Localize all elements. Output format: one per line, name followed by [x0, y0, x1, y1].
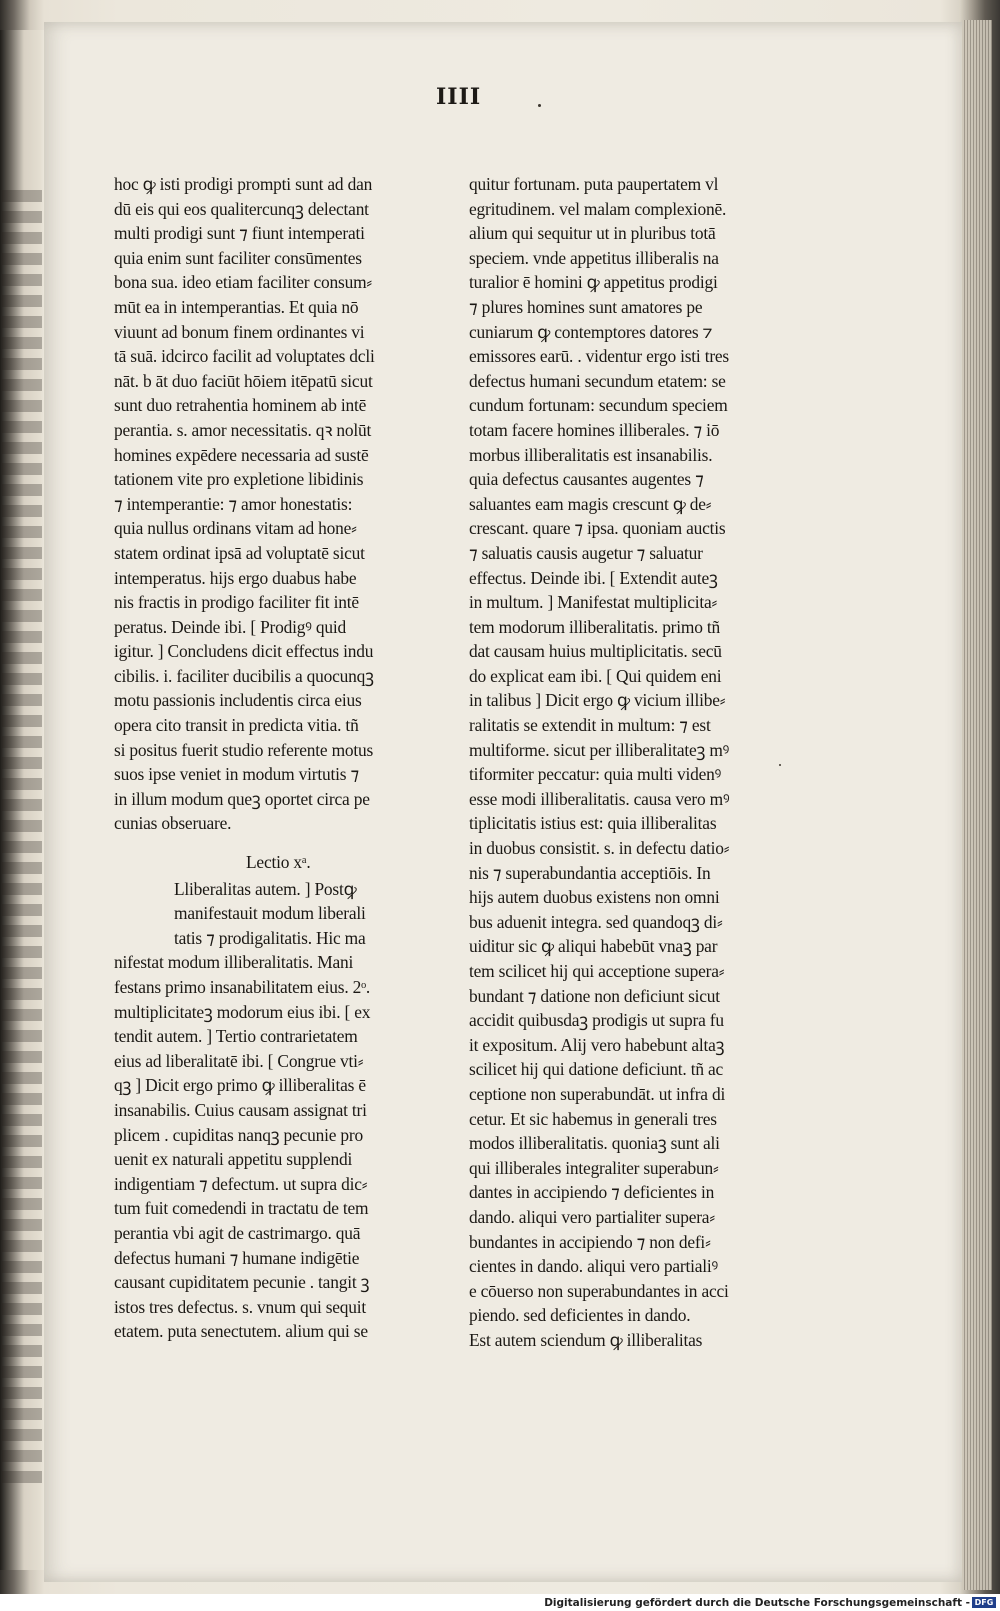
text-line: turalior ē homini ꝙ appetitus prodigi [469, 272, 718, 293]
book-page [44, 22, 962, 1582]
text-line: nis fractis in prodigo faciliter fit intē [114, 592, 359, 613]
text-line: crescant. quare ⁊ ipsa. quoniam auctis [469, 518, 726, 539]
text-line: tem modorum illiberalitatis. primo tñ [469, 616, 721, 637]
text-line: multiplicitateꝫ modorum eius ibi. [ ex [114, 1001, 371, 1022]
text-line: nifestat modum illiberalitatis. Mani [114, 952, 354, 973]
text-line: nāt. b āt duo faciūt hōiem itēpatū sicut [114, 370, 373, 391]
text-line: peratus. Deinde ibi. [ Prodigꝰ quid [114, 616, 346, 637]
text-line: emissores earū. . videntur ergo isti tres [469, 346, 730, 367]
text-line: modos illiberalitatis. quoniaꝫ sunt ali [469, 1133, 720, 1154]
text-line: intemperatus. hijs ergo duabus habe [114, 567, 357, 588]
text-line: quitur fortunam. puta paupertatem vl [469, 174, 719, 194]
text-line: bona sua. ideo etiam faciliter consum⸗ [114, 272, 372, 293]
text-line: Lectio xᵃ. [246, 852, 311, 873]
text-line: etatem. puta senectutem. alium qui se [114, 1321, 368, 1342]
text-line: speciem. vnde appetitus illiberalis na [469, 247, 719, 268]
text-line: dat causam huius multiplicitatis. secū [469, 641, 722, 662]
text-line: suos ipse veniet in modum virtutis ⁊ [114, 764, 359, 785]
text-line: in duobus consistit. s. in defectu datio⸗ [469, 838, 730, 859]
text-line: perantia vbi agit de castrimargo. quā [114, 1222, 361, 1243]
text-line: morbus illiberalitatis est insanabilis. [469, 444, 713, 465]
text-line: defectus humani secundum etatem: se [469, 370, 726, 391]
text-line: hoc ꝙ isti prodigi prompti sunt ad dan [114, 174, 373, 194]
text-line: bundant ⁊ datione non deficiunt sicut [469, 985, 720, 1006]
text-line: quia enim sunt faciliter consūmentes [114, 247, 362, 268]
text-line: defectus humani ⁊ humane indigētie [114, 1247, 360, 1268]
text-line: dū eis qui eos qualitercunqꝫ delectant [114, 198, 369, 219]
text-line: quia defectus causantes augentes ⁊ [469, 469, 704, 490]
text-line: bus aduenit integra. sed quandoqꝫ di⸗ [469, 911, 723, 932]
text-line: do explicat eam ibi. [ Qui quidem eni [469, 665, 722, 686]
text-line: Est autem sciendum ꝙ illiberalitas [469, 1329, 703, 1350]
text-line: si positus fuerit studio referente motus [114, 739, 374, 760]
text-line: insanabilis. Cuius causam assignat tri [114, 1099, 367, 1120]
text-line: causant cupiditatem pecunie . tangit ꝫ [114, 1272, 370, 1293]
text-line: accidit quibusdaꝫ prodigis ut supra fu [469, 1010, 724, 1031]
text-line: cuniarum ꝙ contemptores datores ⁊ [469, 321, 713, 342]
text-line: tem scilicet hij qui acceptione supera⸗ [469, 961, 725, 981]
text-line: motu passionis includentis circa eius [114, 690, 362, 711]
text-line: cientes in dando. aliqui vero partialiꝰ [469, 1256, 718, 1277]
text-line: saluantes eam magis crescunt ꝙ de⸗ [469, 493, 712, 514]
text-line: viuunt ad bonum finem ordinantes vi [114, 321, 365, 342]
text-line: opera cito transit in predicta vitia. tñ [114, 715, 359, 736]
text-line: tationem vite pro expletione libidinis [114, 469, 364, 490]
text-line: festans primo insanabilitatem eius. 2ᵒ. [114, 977, 371, 997]
text-line: quia nullus ordinans vitam ad hone⸗ [114, 518, 357, 539]
text-line: hijs autem duobus existens non omni [469, 887, 720, 908]
page-stack-edges [962, 20, 992, 1590]
text-line: e cōuerso non superabundantes in acci [469, 1280, 729, 1301]
dfg-logo: DFG [972, 1597, 996, 1608]
text-line: uiditur sic ꝙ aliqui habebūt vnaꝫ par [469, 936, 718, 957]
text-line: tendit autem. ] Tertio contrarietatem [114, 1026, 358, 1047]
text-line: in talibus ] Dicit ergo ꝙ vicium illibe⸗ [469, 690, 726, 711]
text-line: cetur. Et sic habemus in generali tres [469, 1108, 717, 1129]
ink-speck [538, 104, 541, 107]
text-line: qꝫ ] Dicit ergo primo ꝙ illiberalitas ē [114, 1075, 366, 1096]
text-line: bundantes in accipiendo ⁊ non defi⸗ [469, 1231, 711, 1252]
text-line: tiformiter peccatur: quia multi videnꝰ [469, 764, 722, 785]
text-line: egritudinem. vel malam complexionē. [469, 198, 727, 219]
text-line: ceptione non superabundāt. ut infra di [469, 1083, 726, 1104]
text-line: perantia. s. amor necessitatis. qꝛ nolūt [114, 419, 372, 440]
text-line: multi prodigi sunt ⁊ fiunt intemperati [114, 223, 365, 244]
text-line: ⁊ intemperantie: ⁊ amor honestatis: [114, 493, 353, 514]
text-line: totam facere homines illiberales. ⁊ iō [469, 419, 720, 440]
text-line: in multum. ] Manifestat multiplicita⸗ [469, 592, 718, 613]
text-line: alium qui sequitur ut in pluribus totā [469, 223, 716, 244]
text-line: effectus. Deinde ibi. [ Extendit auteꝫ [469, 567, 718, 588]
text-line: cundum fortunam: secundum speciem [469, 395, 728, 416]
text-line: tatis ⁊ prodigalitatis. Hic ma [174, 927, 366, 948]
text-line: mūt ea in intemperantias. Et quia nō [114, 296, 359, 317]
text-line: ⁊ saluatis causis augetur ⁊ saluatur [469, 542, 703, 563]
text-line: esse modi illiberalitatis. causa vero mꝰ [469, 788, 730, 809]
text-line: it expositum. Alij vero habebunt altaꝫ [469, 1034, 725, 1055]
text-line: qui illiberales integraliter superabun⸗ [469, 1157, 719, 1178]
text-line: sunt duo retrahentia hominem ab intē [114, 395, 367, 416]
text-line: multiforme. sicut per illiberalitateꝫ mꝰ [469, 739, 730, 760]
text-line: eius ad liberalitatē ibi. [ Congrue vti⸗ [114, 1050, 364, 1071]
text-line: Lliberalitas autem. ] Postꝙ [174, 878, 357, 899]
left-text-column [114, 172, 434, 1344]
text-line: dando. aliqui vero partialiter supera⸗ [469, 1206, 715, 1227]
text-line: uenit ex naturali appetitu supplendi [114, 1149, 353, 1170]
text-line: scilicet hij qui datione deficiunt. tñ ac [469, 1059, 724, 1080]
text-line: nis ⁊ superabundantia acceptiōis. In [469, 862, 711, 883]
text-line: homines expēdere necessaria ad sustē [114, 444, 369, 465]
text-line: plicem . cupiditas nanqꝫ pecunie pro [114, 1124, 363, 1145]
facing-page-edge [0, 30, 44, 1570]
text-line: manifestauit modum liberali [174, 903, 366, 924]
text-line: ralitatis se extendit in multum: ⁊ est [469, 715, 711, 736]
text-line: istos tres defectus. s. vnum qui sequit [114, 1296, 367, 1317]
text-line: tiplicitatis istius est: quia illiberalitas [469, 813, 717, 834]
ink-speck [779, 764, 781, 766]
right-text-column [469, 172, 799, 1353]
text-line: tā suā. idcirco facilit ad voluptates dcli [114, 346, 375, 367]
text-line: indigentiam ⁊ defectum. ut supra dic⸗ [114, 1173, 368, 1194]
text-line: cibilis. i. faciliter ducibilis a quocunqꝫ [114, 665, 374, 686]
text-line: in illum modum queꝫ oportet circa pe [114, 788, 370, 809]
text-line: cunias obseruare. [114, 813, 232, 834]
text-line: piendo. sed deficientes in dando. [469, 1305, 691, 1326]
facing-page-text-fragments [2, 190, 42, 1490]
text-line: dantes in accipiendo ⁊ deficientes in [469, 1182, 715, 1203]
folio-number: IIII [436, 84, 482, 110]
text-line: igitur. ] Concludens dicit effectus indu [114, 641, 374, 662]
funding-credit: Digitalisierung gefördert durch die Deutsche Forschungsgemeinschaft - [544, 1597, 970, 1609]
text-line: tum fuit comedendi in tractatu de tem [114, 1198, 369, 1219]
text-line: statem ordinat ipsā ad voluptatē sicut [114, 542, 365, 563]
text-line: ⁊ plures homines sunt amatores pe [469, 296, 703, 317]
